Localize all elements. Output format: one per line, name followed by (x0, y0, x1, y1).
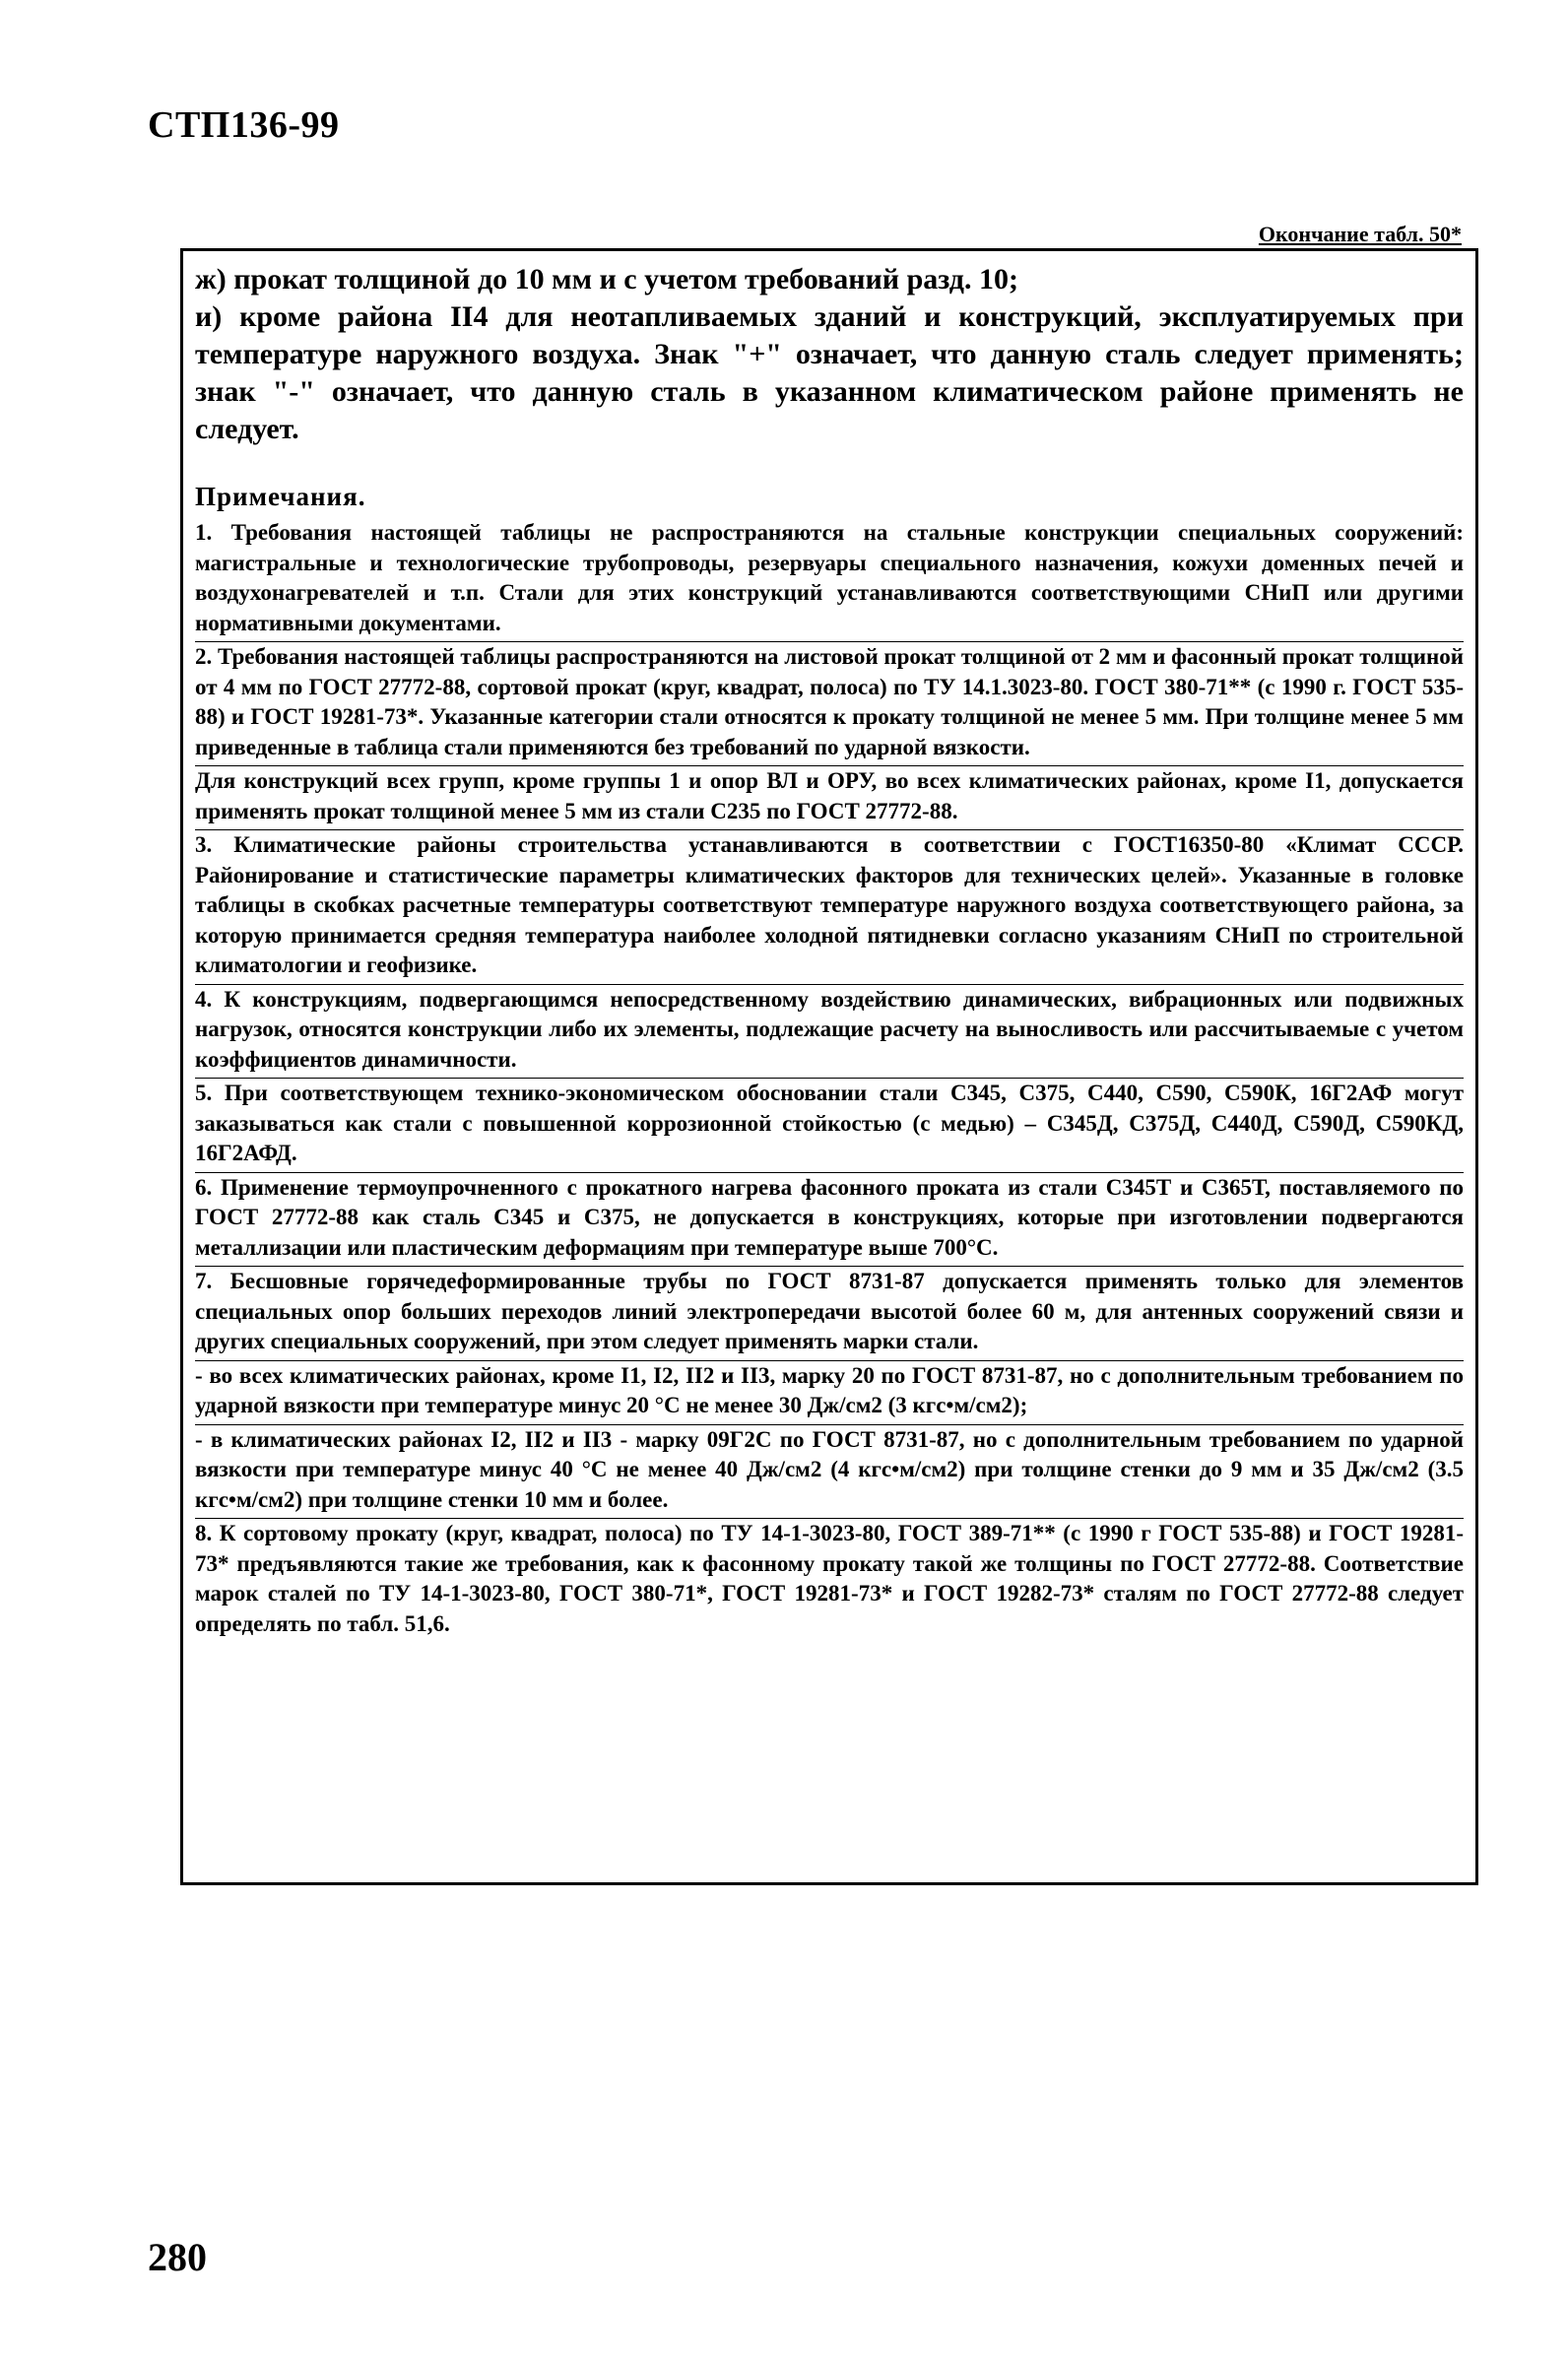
intro-item-zh: ж) прокат толщиной до 10 мм и с учетом требований разд. 10; (195, 263, 1018, 295)
page-number: 280 (148, 2235, 207, 2279)
note-4: 4. К конструкциям, подвергающимся непосредственному воздействию динамических, вибрационных или подвижных нагрузок, относятся конструкции либо их элементы, подлежащие расчету на выносливость или рассчитываемые с учетом коэффициентов динамичности. (195, 985, 1464, 1080)
note-3: 3. Климатические районы строительства устанавливаются в соответствии с ГОСТ16350-80 «Климат СССР. Районирование и статистические параметры климатических факторов для технических целей». Указанные в головке таблицы в скобках расчетные температуры соответствуют температуре наружного воздуха соответствующего района, за которую принимается средняя температура наиболее холодной пятидневки согласно указаниям СНиП по строительной климатологии и геофизике. (195, 830, 1464, 985)
note-8: 8. К сортовому прокату (круг, квадрат, полоса) по ТУ 14-1-3023-80, ГОСТ 389-71** (с 1990 г ГОСТ 535-88) и ГОСТ 19281-73* предъявляются такие же требования, как к фасонному прокату такой же толщины по ГОСТ 27772-88. Соответствие марок сталей по ТУ 14-1-3023-80, ГОСТ 380-71*, ГОСТ 19281-73* и ГОСТ 19282-73* сталям по ГОСТ 27772-88 следует определять по табл. 51,6. (195, 1521, 1464, 1636)
notes-list (195, 518, 1464, 1642)
table-frame (180, 248, 1478, 1885)
table-caption: Окончание табл. 50* (1258, 222, 1462, 246)
notes-heading: Примечания. (195, 482, 366, 511)
note-7-item-a: - во всех климатических районах, кроме I1, I2, II2 и II3, марку 20 по ГОСТ 8731-87, но с дополнительным требованием по ударной вязкости при температуре минус 20 °С не менее 30 Дж/см2 (3 кгс•м/см2); (195, 1361, 1464, 1425)
note-1: 1. Требования настоящей таблицы не распространяются на стальные конструкции специальных сооружений: магистральные и технологические трубопроводы, резервуары специального назначения, кожухи доменных печей и воздухонагревателей и т.п. Стали для этих конструкций устанавливаются соответствующими СНиП или другими нормативными документами. (195, 518, 1464, 642)
note-7: 7. Бесшовные горячедеформированные трубы по ГОСТ 8731-87 допускается применять только для элементов специальных опор больших переходов линий электропередачи высотой более 60 м, для антенных сооружений связи и других специальных сооружений, при этом следует применять марки стали. (195, 1267, 1464, 1361)
note-7-item-b: - в климатических районах I2, II2 и II3 - марку 09Г2С по ГОСТ 8731-87, но с дополнительным требованием по ударной вязкости при температуре минус 40 °С не менее 40 Дж/см2 (4 кгс•м/см2) при толщине стенки до 9 мм и 35 Дж/см2 (3.5 кгс•м/см2) при толщине стенки 10 мм и более. (195, 1425, 1464, 1520)
document-code: СТП136-99 (148, 104, 340, 146)
intro-item-i: и) кроме района II4 для неотапливаемых зданий и конструкций, эксплуатируемых при температуре наружного воздуха. Знак "+" означает, что данную сталь следует применять; знак "-" означает, что данную сталь в указанном климатическом районе применять не следует. (195, 300, 1464, 445)
note-2: 2. Требования настоящей таблицы распространяются на листовой прокат толщиной от 2 мм и фасонный прокат толщиной от 4 мм по ГОСТ 27772-88, сортовой прокат (круг, квадрат, полоса) по ТУ 14.1.3023-80. ГОСТ 380-71** (с 1990 г. ГОСТ 535-88) и ГОСТ 19281-73*. Указанные категории стали относятся к прокату толщиной не менее 5 мм. При толщине менее 5 мм приведенные в таблица стали применяются без требований по ударной вязкости. (195, 642, 1464, 766)
note-5: 5. При соответствующем технико-экономическом обосновании стали С345, С375, С440, С590, С590К, 16Г2АФ могут заказываться как стали с повышенной коррозионной стойкостью (с медью) – С345Д, С375Д, С440Д, С590Д, С590КД, 16Г2АФД. (195, 1079, 1464, 1173)
note-6: 6. Применение термоупрочненного с прокатного нагрева фасонного проката из стали С345Т и С365Т, поставляемого по ГОСТ 27772-88 как сталь С345 и С375, не допускается в конструкциях, которые при изготовлении подвергаются металлизации или пластическим деформациям при температуре выше 700°С. (195, 1173, 1464, 1268)
note-2-supplement: Для конструкций всех групп, кроме группы 1 и опор ВЛ и ОРУ, во всех климатических районах, кроме I1, допускается применять прокат толщиной менее 5 мм из стали С235 по ГОСТ 27772-88. (195, 766, 1464, 830)
